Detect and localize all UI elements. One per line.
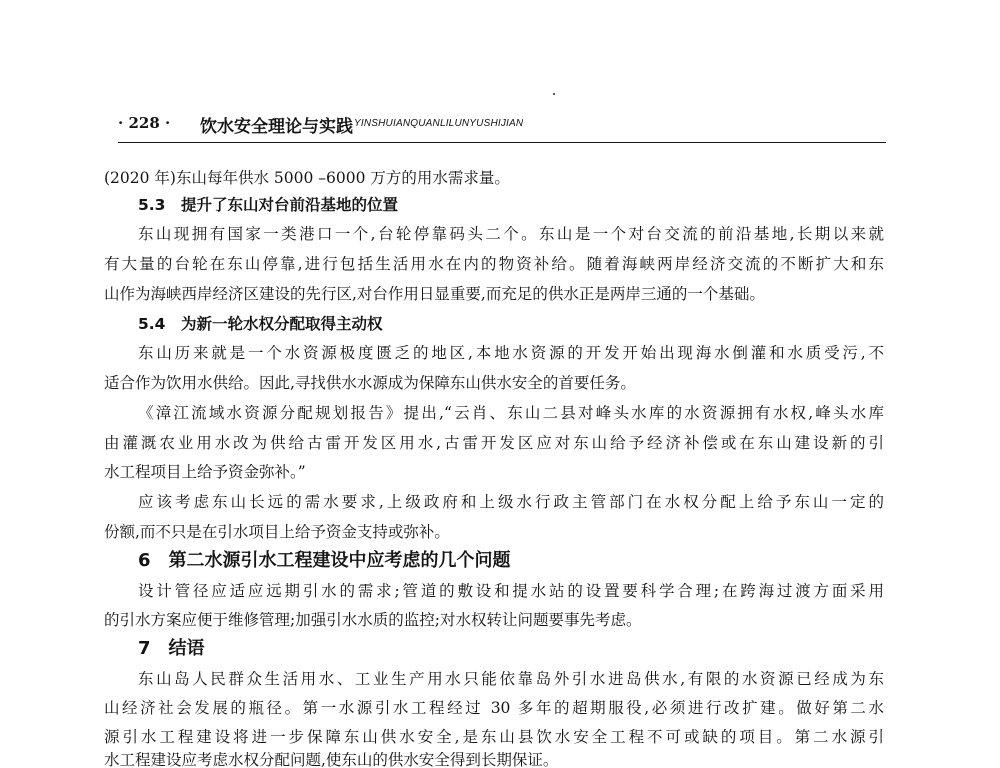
scan-speck [553,93,555,95]
paragraph-line: 设计管径应适应远期引水的需求;管道的敷设和提水站的设置要科学合理;在跨海过渡方面采用 [138,582,884,600]
page-header [118,110,886,143]
paragraph-line: 适合作为饮用水供给。因此,寻找供水水源成为保障东山供水安全的首要任务。 [104,374,636,392]
paragraph-line: 山经济社会发展的瓶径。第一水源引水工程经过 30 多年的超期服役,必须进行改扩建。做好第二水 [104,699,884,717]
paragraph-line: 东山岛人民群众生活用水、工业生产用水只能依靠岛外引水进岛供水,有限的水资源已经成为东 [138,670,884,688]
paragraph-line: 东山现拥有国家一类港口一个,台轮停靠码头二个。东山是一个对台交流的前沿基地,长期以来就 [138,225,884,243]
section-heading-5-3: 5.3 提升了东山对台前沿基地的位置 [138,196,398,214]
page-number: · 228 · [118,114,171,132]
book-title-pinyin: YINSHUIANQUANLILUNYUSHIJIAN [354,118,524,129]
paragraph-line: (2020 年)东山每年供水 5000 –6000 万方的用水需求量。 [104,169,510,187]
paragraph-line-cut-off: 水工程建设应考虑水权分配问题,使东山的供水安全得到长期保证。 [104,752,559,768]
paragraph-line: 山作为海峡西岸经济区建设的先行区,对台作用日显重要,而充足的供水正是两岸三通的一个基础。 [104,285,765,303]
paragraph-line: 份额,而不只是在引水项目上给予资金支持或弥补。 [104,523,450,541]
paragraph-line: 水工程项目上给予资金弥补。” [104,463,306,481]
paragraph-line: 东山历来就是一个水资源极度匮乏的地区,本地水资源的开发开始出现海水倒灌和水质受污,不 [138,344,884,362]
section-heading-5-4: 5.4 为新一轮水权分配取得主动权 [138,315,383,333]
section-heading-6: 6 第二水源引水工程建设中应考虑的几个问题 [138,550,511,571]
paragraph-line: 有大量的台轮在东山停靠,进行包括生活用水在内的物资补给。随着海峡两岸经济交流的不断扩大和东 [104,255,884,273]
paragraph-line: 的引水方案应便于维修管理;加强引水水质的监控;对水权转让问题要事先考虑。 [104,611,642,629]
paragraph-line: 应该考虑东山长远的需水要求,上级政府和上级水行政主管部门在水权分配上给予东山一定的 [138,493,884,511]
paragraph-line: 由灌溉农业用水改为供给古雷开发区用水,古雷开发区应对东山给予经济补偿或在东山建设新的引 [104,434,884,452]
book-title: 饮水安全理论与实践 [200,117,353,137]
section-heading-7: 7 结语 [138,638,205,659]
paragraph-line: 源引水工程建设将进一步保障东山供水安全,是东山县饮水安全工程不可或缺的项目。第二水源引 [104,728,884,746]
paragraph-line: 《漳江流域水资源分配规划报告》提出,“云肖、东山二县对峰头水库的水资源拥有水权,峰头水库 [138,404,884,422]
